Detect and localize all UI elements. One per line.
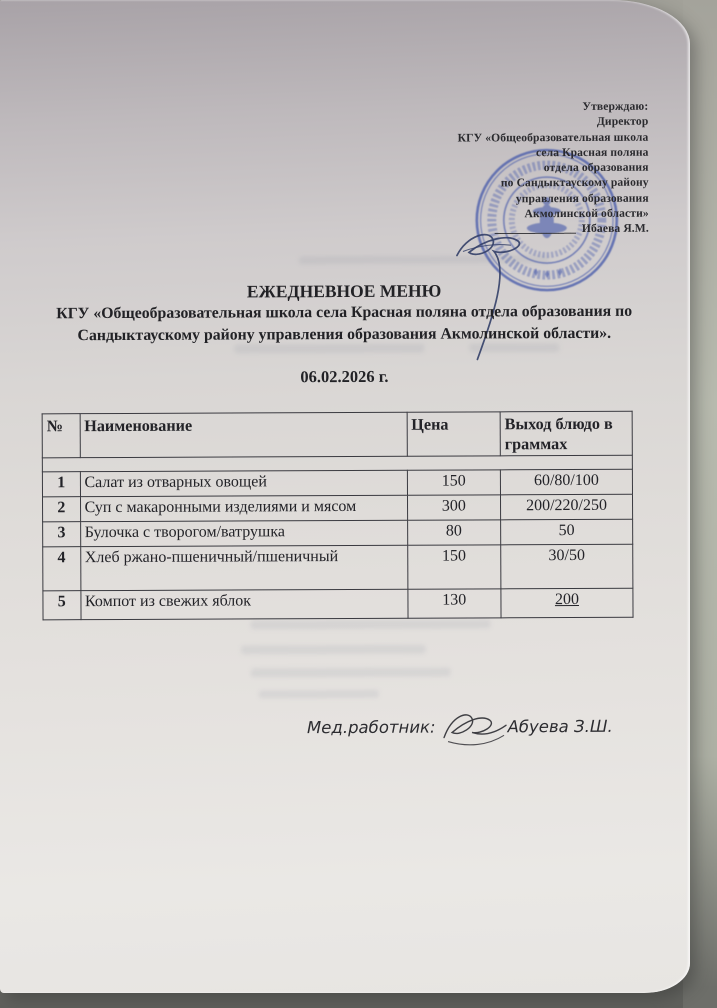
col-header-price: Цена bbox=[407, 412, 501, 456]
row-number: 2 bbox=[42, 497, 80, 522]
dish-price: 130 bbox=[407, 589, 501, 618]
approval-line: КГУ «Общеобразовательная школа bbox=[457, 130, 649, 145]
dish-name: Суп с макаронными изделиями и мясом bbox=[80, 495, 407, 521]
table-row bbox=[43, 544, 633, 591]
dish-price: 300 bbox=[407, 495, 500, 520]
dish-name: Салат из отварных овощей bbox=[80, 470, 407, 496]
dish-price: 80 bbox=[407, 520, 500, 545]
dish-price: 150 bbox=[407, 470, 500, 495]
page-subtitle: КГУ «Общеобразовательная школа села Красная поляна отдела образования по Сандыктаускому району управления образования Акмолинской области». bbox=[56, 302, 633, 344]
row-number: 1 bbox=[42, 472, 80, 497]
table-row bbox=[43, 588, 633, 620]
table-row bbox=[42, 469, 632, 497]
dish-output: 200 bbox=[501, 588, 633, 618]
med-worker-signature bbox=[437, 705, 511, 755]
approval-line: Акмолинской области» bbox=[524, 206, 649, 221]
approval-line: Директор bbox=[596, 114, 649, 129]
row-number: 4 bbox=[43, 547, 81, 591]
row-number: 3 bbox=[43, 522, 81, 547]
med-worker-row bbox=[307, 701, 613, 752]
approval-line: управления образования bbox=[515, 191, 649, 206]
dish-price: 150 bbox=[407, 545, 501, 589]
bleed-through bbox=[251, 668, 451, 678]
table-row bbox=[42, 494, 632, 522]
col-header-output: Выход блюдо в граммах bbox=[500, 411, 632, 456]
dish-name: Хлеб ржано-пшеничный/пшеничный bbox=[80, 545, 407, 590]
row-number: 5 bbox=[43, 591, 81, 620]
col-header-number: № bbox=[42, 414, 80, 458]
bleed-through bbox=[259, 690, 379, 699]
approval-line: Утверждаю: bbox=[582, 99, 649, 113]
bleed-through bbox=[251, 619, 491, 629]
dish-name: Булочка с творогом/ватрушка bbox=[80, 520, 407, 546]
director-name: Ибаева Я.М. bbox=[581, 222, 649, 236]
page-title: ЕЖЕДНЕВНОЕ МЕНЮ bbox=[246, 280, 442, 302]
dish-output: 200/220/250 bbox=[500, 494, 632, 520]
approval-line: отдела образования bbox=[543, 160, 649, 175]
dish-output: 30/50 bbox=[501, 544, 633, 589]
table-row bbox=[43, 519, 633, 547]
document-title-block bbox=[0, 279, 689, 346]
table-header-row bbox=[42, 411, 632, 458]
dish-name: Компот из свежих яблок bbox=[80, 589, 407, 619]
menu-table bbox=[42, 411, 634, 621]
dish-output: 60/80/100 bbox=[500, 469, 632, 495]
menu-date: 06.02.2026 г. bbox=[300, 366, 389, 387]
approval-line: по Сандыктаускому району bbox=[500, 176, 649, 190]
med-worker-label: Мед.работник: bbox=[306, 717, 436, 737]
med-worker-name: Абуева З.Ш. bbox=[507, 716, 613, 736]
dish-output: 50 bbox=[501, 519, 633, 545]
col-header-name: Наименование bbox=[80, 412, 407, 457]
approval-line: села Красная поляна bbox=[535, 145, 649, 160]
signature-rule: ______________ bbox=[494, 222, 576, 236]
bleed-through bbox=[241, 645, 426, 655]
